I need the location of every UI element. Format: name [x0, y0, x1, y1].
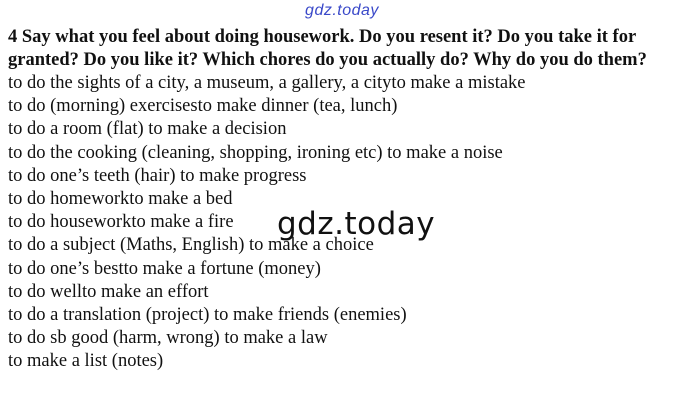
watermark-middle: gdz.today — [277, 206, 436, 242]
phrase-line: to do a subject (Maths, English) to make a choice — [8, 235, 374, 256]
phrase-line: to make a list (notes) — [8, 351, 164, 372]
phrase-line: to do (morning) exercisesto make dinner (tea, lunch) — [8, 96, 398, 117]
phrase-line: to do wellto make an effort — [8, 281, 209, 302]
watermark-top: gdz.today — [305, 2, 379, 19]
phrase-line: to do homeworkto make a bed — [8, 189, 233, 210]
task-heading: 4 Say what you feel about doing housework. Do you resent it? Do you take it for granted? Do you like it? Which chores do you actually do? Why do you do them? — [8, 27, 647, 70]
phrase-line: to do sb good (harm, wrong) to make a law — [8, 328, 328, 349]
phrase-line: to do the sights of a city, a museum, a gallery, a cityto make a mistake — [8, 73, 526, 93]
phrase-line: to do a translation (project) to make friends (enemies) — [8, 305, 407, 326]
phrase-line: to do a room (flat) to make a decision — [8, 119, 287, 140]
phrase-line: to do houseworkto make a fire — [8, 212, 234, 233]
phrase-line: to do one’s teeth (hair) to make progress — [8, 165, 307, 186]
phrase-line: to do one’s bestto make a fortune (money) — [8, 258, 321, 279]
exercise-content — [8, 26, 680, 374]
phrase-line: to do the cooking (cleaning, shopping, ironing etc) to make a noise — [8, 142, 503, 163]
